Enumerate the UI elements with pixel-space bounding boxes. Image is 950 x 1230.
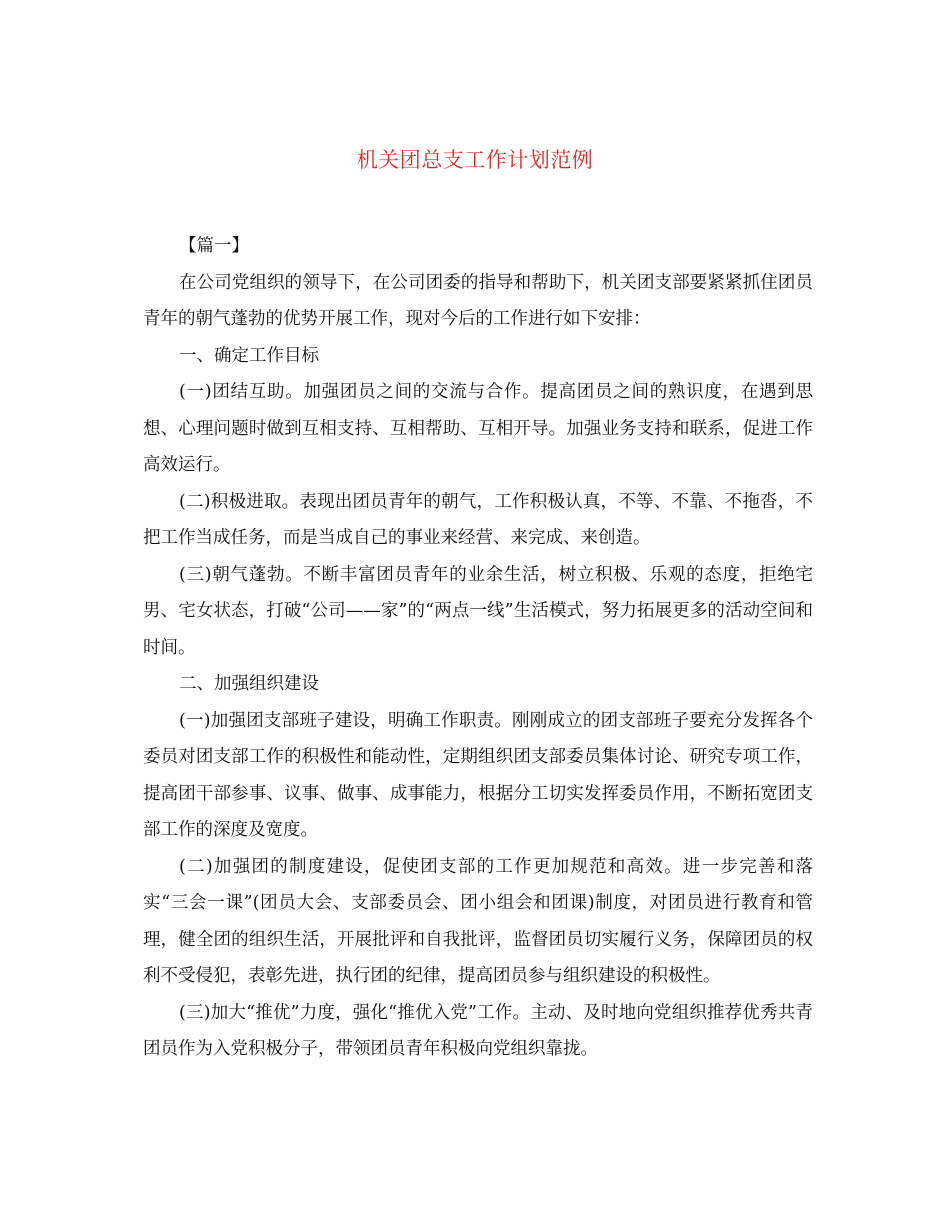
organization-paragraph-2: (二)加强团的制度建设，促使团支部的工作更加规范和高效。进一步完善和落实“三会一课”(团员大会、支部委员会、团小组会和团课)制度，对团员进行教育和管理，健全团的组织生活，开展批评和自我批评，监督团员切实履行义务，保障团员的权利不受侵犯，表彰先进，执行团的纪律，提高团员参与组织建设的积极性。 bbox=[143, 856, 813, 986]
heading-goals: 一、确定工作目标 bbox=[179, 345, 319, 366]
document-body bbox=[143, 228, 813, 1068]
organization-paragraph-1: (一)加强团支部班子建设，明确工作职责。刚刚成立的团支部班子要充分发挥各个委员对团支部工作的积极性和能动性，定期组织团支部委员集体讨论、研究专项工作，提高团干部参事、议事、做事、成事能力，根据分工切实发挥委员作用，不断拓宽团支部工作的深度及宽度。 bbox=[143, 710, 813, 840]
organization-paragraph-3: (三)加大“推优”力度，强化“推优入党”工作。主动、及时地向党组织推荐优秀共青团员作为入党积极分子，带领团员青年积极向党组织靠拢。 bbox=[143, 1002, 813, 1059]
heading-organization: 二、加强组织建设 bbox=[179, 674, 319, 694]
section-marker: 【篇一】 bbox=[179, 236, 249, 256]
goal-paragraph-2: (二)积极进取。表现出团员青年的朝气，工作积极认真，不等、不靠、不拖沓，不把工作当成任务，而是当成自己的事业来经营、来完成、来创造。 bbox=[143, 491, 813, 548]
goal-paragraph-3: (三)朝气蓬勃。不断丰富团员青年的业余生活，树立积极、乐观的态度，拒绝宅男、宅女状态，打破“公司——家”的“两点一线”生活模式，努力拓展更多的活动空间和时间。 bbox=[143, 564, 813, 658]
goal-paragraph-1: (一)团结互助。加强团员之间的交流与合作。提高团员之间的熟识度，在遇到思想、心理问题时做到互相支持、互相帮助、互相开导。加强业务支持和联系，促进工作高效运行。 bbox=[143, 382, 813, 475]
document-title: 机关团总支工作计划范例 bbox=[356, 148, 594, 172]
intro-paragraph: 在公司党组织的领导下，在公司团委的指导和帮助下，机关团支部要紧紧抓住团员青年的朝气蓬勃的优势开展工作，现对今后的工作进行如下安排： bbox=[143, 272, 813, 329]
